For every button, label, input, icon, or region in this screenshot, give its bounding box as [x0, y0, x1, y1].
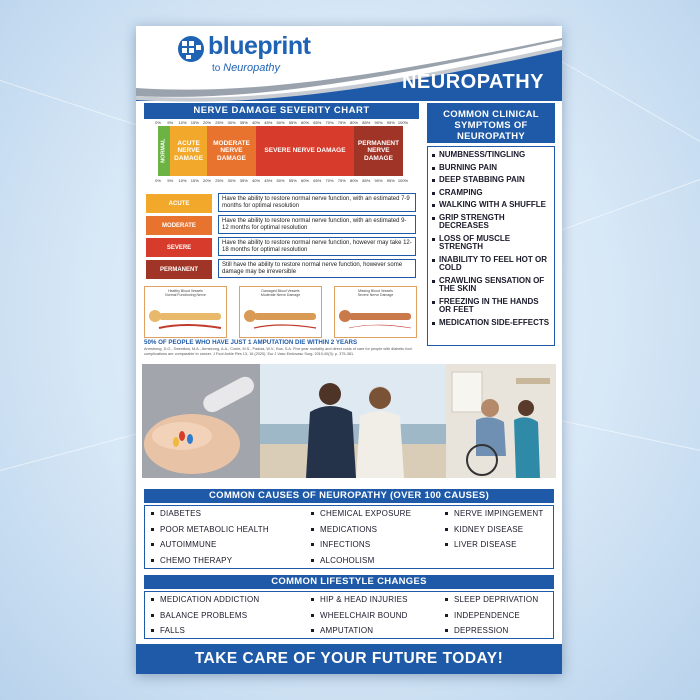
tick-label: 20%: [202, 120, 212, 125]
severity-segment: [158, 126, 170, 176]
lifestyle-item: INDEPENDENCE: [445, 611, 520, 620]
tick-label: 50%: [276, 120, 285, 125]
tick-label: 10%: [178, 120, 187, 125]
symptoms-header: COMMON CLINICAL SYMPTOMS OF NEUROPATHY: [427, 103, 555, 143]
statistic-reference: Armstrong, D.G., Swerdlow, M.A., Armstrong, A.A., Conte, M.S., Padula, W.V., Bus, S.A. Five year mortality and direct costs of care for people with diabetic foot complications are comparable to cancer. J Foot Ankle Res 13, 16 (2020). Eur J Vasc Endovasc Surg. 2010;40(3): p. 375-381.: [144, 347, 412, 356]
causes-list: [144, 505, 554, 569]
cause-item: LIVER DISEASE: [445, 540, 517, 549]
tick-label: 70%: [325, 178, 334, 183]
nerve-drawing: [335, 298, 416, 338]
legend-row: [146, 193, 418, 214]
severity-segment: [207, 126, 256, 176]
nerve-caption: [240, 289, 321, 297]
tick-label: 5%: [167, 178, 174, 183]
lifestyle-item: BALANCE PROBLEMS: [151, 611, 247, 620]
cause-item: AUTOIMMUNE: [151, 540, 217, 549]
tick-label: 95%: [386, 178, 395, 183]
nerve-caption-line2: Normal Functioning Nerve: [165, 293, 206, 297]
severity-segment: [256, 126, 354, 176]
tick-label: 65%: [313, 178, 322, 183]
tick-label: 20%: [202, 178, 212, 183]
symptom-item: BURNING PAIN: [432, 164, 551, 173]
tick-label: 5%: [167, 120, 174, 125]
nerve-drawing: [240, 298, 321, 338]
background-line: [560, 420, 700, 460]
lifestyle-item: HIP & HEAD INJURIES: [311, 595, 408, 604]
nerve-illustration: [144, 286, 227, 338]
tick-label: 75%: [337, 178, 346, 183]
severity-segment-label: SEVERE NERVE DAMAGE: [264, 147, 346, 155]
legend-row: [146, 215, 418, 236]
brand-name: blueprint: [208, 32, 311, 60]
severity-bar: [144, 126, 406, 176]
cause-item: NERVE IMPINGEMENT: [445, 509, 544, 518]
legend-level: PERMANENT: [146, 260, 212, 279]
tick-label: 40%: [251, 178, 261, 183]
legend-description: Have the ability to restore normal nerve function, however may take 12-18 months for optimal resolution: [218, 237, 416, 256]
symptom-item: LOSS OF MUSCLE STRENGTH: [432, 235, 551, 252]
tick-label: 75%: [337, 120, 346, 125]
tick-label: 80%: [349, 178, 359, 183]
nerve-illustration: [239, 286, 322, 338]
nerve-caption-line2: Moderate Nerve Damage: [260, 293, 301, 297]
severity-segment-label: ACUTE NERVE DAMAGE: [174, 139, 204, 162]
tick-label: 15%: [190, 178, 199, 183]
tick-label: 30%: [227, 178, 236, 183]
cause-item: MEDICATIONS: [311, 525, 377, 534]
legend-level: SEVERE: [146, 238, 212, 257]
tick-label: 70%: [325, 120, 334, 125]
lifestyle-list: [144, 591, 554, 639]
brain-logo-icon: [176, 34, 206, 64]
tick-label: 40%: [251, 120, 261, 125]
nerve-caption-line1: Damaged Blood Vessels: [261, 289, 300, 293]
nerve-drawing: [145, 298, 226, 338]
symptoms-list: [427, 146, 555, 346]
tick-label: 100%: [397, 120, 409, 125]
severity-segment-label: PERMANENT NERVE DAMAGE: [357, 139, 400, 162]
legend-description: Still have the ability to restore normal nerve function, however some damage may be irreversible: [218, 259, 416, 278]
neuropathy-poster: [136, 26, 562, 674]
lifestyle-item: SLEEP DEPRIVATION: [445, 595, 538, 604]
tick-label: 60%: [300, 178, 310, 183]
severity-segment-label: MODERATE NERVE DAMAGE: [213, 139, 250, 162]
tick-label: 100%: [397, 178, 409, 183]
severity-segment-label: NORMAL: [160, 138, 167, 164]
legend-row: [146, 259, 418, 280]
tick-label: 65%: [313, 120, 322, 125]
tick-label: 0%: [155, 178, 161, 183]
tick-label: 45%: [264, 178, 273, 183]
severity-segment: [170, 126, 207, 176]
symptom-item: DEEP STABBING PAIN: [432, 176, 551, 185]
cause-item: POOR METABOLIC HEALTH: [151, 525, 269, 534]
symptom-item: WALKING WITH A SHUFFLE: [432, 201, 551, 210]
symptom-item: FREEZING IN THE HANDS OR FEET: [432, 298, 551, 315]
symptom-item: CRAMPING: [432, 189, 551, 198]
nerve-caption: [145, 289, 226, 297]
background-line: [560, 168, 700, 231]
legend-row: [146, 237, 418, 258]
brand-tagline: to Neuropathy: [212, 62, 280, 74]
legend-description: Have the ability to restore normal nerve function, with an estimated 7-9 months for optimal resolution: [218, 193, 416, 212]
tick-label: 90%: [374, 178, 383, 183]
tick-label: 90%: [374, 120, 383, 125]
nerve-caption-line1: Healthy Blood Vessels: [168, 289, 203, 293]
symptom-item: INABILITY TO FEEL HOT OR COLD: [432, 256, 551, 273]
tick-label: 60%: [300, 120, 310, 125]
lifestyle-item: AMPUTATION: [311, 626, 373, 635]
legend-level: MODERATE: [146, 216, 212, 235]
tick-label: 35%: [239, 178, 248, 183]
caregiver-wheelchair-photo: [446, 364, 556, 478]
legend-description: Have the ability to restore normal nerve function, with an estimated 9-12 months for optimal resolution: [218, 215, 416, 234]
tick-label: 55%: [288, 178, 297, 183]
tick-label: 55%: [288, 120, 297, 125]
tick-label: 85%: [362, 178, 371, 183]
background-line: [560, 60, 700, 161]
cause-item: ALCOHOLISM: [311, 556, 374, 565]
symptom-item: NUMBNESS/TINGLING: [432, 151, 551, 160]
symptom-item: CRAWLING SENSATION OF THE SKIN: [432, 277, 551, 294]
causes-header: COMMON CAUSES OF NEUROPATHY (OVER 100 CAUSES): [144, 489, 554, 503]
tick-label: 15%: [190, 120, 199, 125]
nerve-caption-line2: Severe Nerve Damage: [357, 293, 394, 297]
tick-label: 85%: [362, 120, 371, 125]
cause-item: DIABETES: [151, 509, 201, 518]
tick-label: 45%: [264, 120, 273, 125]
cause-item: CHEMO THERAPY: [151, 556, 232, 565]
lifestyle-header: COMMON LIFESTYLE CHANGES: [144, 575, 554, 589]
tick-label: 95%: [386, 120, 395, 125]
pills-in-hand-photo: [142, 364, 260, 478]
page-title: NEUROPATHY: [401, 71, 545, 93]
nerve-caption-line1: Missing Blood Vessels: [358, 289, 393, 293]
lifestyle-item: FALLS: [151, 626, 185, 635]
elderly-couple-beach-photo: [260, 364, 446, 478]
cause-item: CHEMICAL EXPOSURE: [311, 509, 411, 518]
tick-label: 10%: [178, 178, 187, 183]
tick-label: 25%: [215, 120, 224, 125]
cause-item: INFECTIONS: [311, 540, 370, 549]
symptom-item: MEDICATION SIDE-EFFECTS: [432, 319, 551, 328]
tick-labels-bottom: [155, 178, 409, 186]
tick-label: 0%: [155, 120, 161, 125]
lifestyle-item: MEDICATION ADDICTION: [151, 595, 259, 604]
tick-label: 50%: [276, 178, 285, 183]
tick-label: 35%: [239, 120, 248, 125]
tick-label: 80%: [349, 120, 359, 125]
amputation-statistic: 50% OF PEOPLE WHO HAVE JUST 1 AMPUTATION DIE WITHIN 2 YEARS: [144, 339, 358, 346]
severity-segment: [354, 126, 403, 176]
tick-label: 25%: [215, 178, 224, 183]
lifestyle-item: WHEELCHAIR BOUND: [311, 611, 408, 620]
nerve-illustration: [334, 286, 417, 338]
lifestyle-item: DEPRESSION: [445, 626, 508, 635]
symptom-item: GRIP STRENGTH DECREASES: [432, 214, 551, 231]
tick-label: 30%: [227, 120, 236, 125]
legend-level: ACUTE: [146, 194, 212, 213]
severity-chart-header: NERVE DAMAGE SEVERITY CHART: [144, 103, 419, 119]
nerve-caption: [335, 289, 416, 297]
cause-item: KIDNEY DISEASE: [445, 525, 523, 534]
footer-banner: TAKE CARE OF YOUR FUTURE TODAY!: [136, 644, 562, 674]
